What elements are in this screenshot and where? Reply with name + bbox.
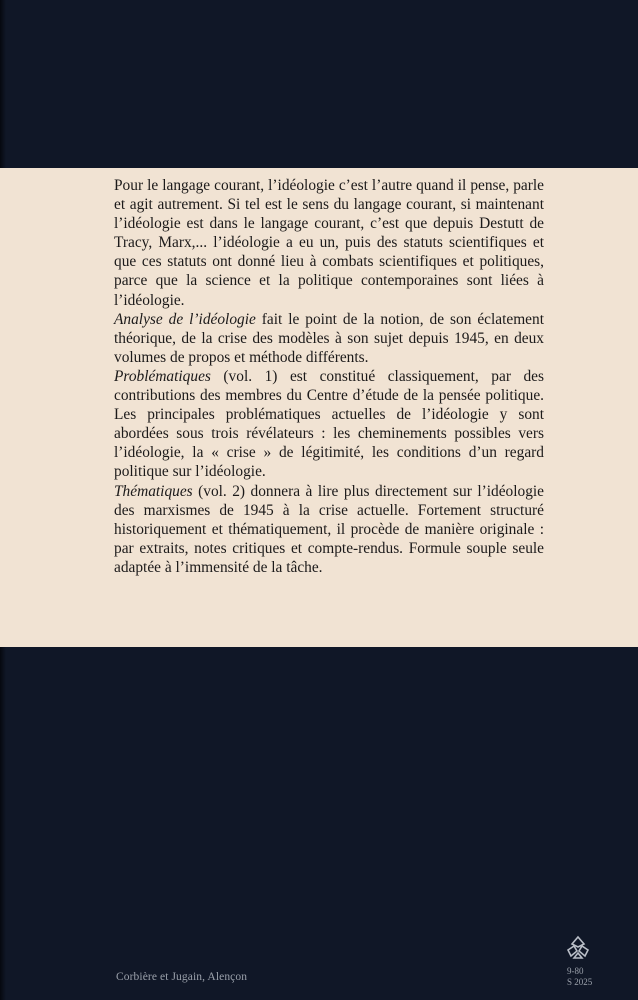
catalog-code-line-1: 9-80	[567, 966, 584, 976]
blurb-paragraph-3-text: (vol. 1) est constitué classiquement, par des contributions des membres du Centre d’étude de la pensée politique. Les principales problématiques actuelles de l’idéologie y sont abordées sous trois révélateurs : les cheminements possibles vers l’idéologie, la « crise » de légitimité, les conditions d’un regard politique sur l’idéologie.	[114, 367, 544, 481]
blurb-paragraph-3	[114, 367, 544, 482]
blurb-paragraph-2-text: fait le point de la notion, de son éclatement théorique, de la crise des modèles à son sujet depuis 1945, en deux volumes de propos et méthode différents.	[114, 310, 544, 366]
blurb-paragraph-4	[114, 482, 544, 577]
blurb-text	[114, 176, 544, 577]
blurb-paragraph-2	[114, 310, 544, 367]
blurb-paragraph-4-text: (vol. 2) donnera à lire plus directement sur l’idéologie des marxismes de 1945 à la crise actuelle. Fortement structuré historiquement et thématiquement, il procède de manière originale : par extraits, notes critiques et compte-rendus. Formule souple seule adaptée à l’immensité de la tâche.	[114, 482, 544, 576]
catalog-code-line-2: S 2025	[567, 977, 593, 987]
publisher-logo-icon	[564, 934, 592, 962]
printer-credit: Corbière et Jugain, Alençon	[116, 971, 248, 983]
volume-1-title: Problématiques	[114, 367, 211, 385]
book-title: Analyse de l’idéologie	[114, 310, 256, 328]
blurb-paragraph-1: Pour le langage courant, l’idéologie c’est l’autre quand il pense, parle et agit autrement. Si tel est le sens du langage courant, si maintenant l’idéologie est dans le langage courant, c’est que depuis Destutt de Tracy, Marx,... l’idéologie a eu un, puis des statuts scientifiques et que ces statuts ont donné lieu à combats scientifiques et politiques, parce que la science et la politique contemporaines sont liées à l’idéologie.	[114, 177, 544, 309]
catalog-code	[567, 966, 592, 988]
volume-2-title: Thématiques	[114, 482, 193, 500]
